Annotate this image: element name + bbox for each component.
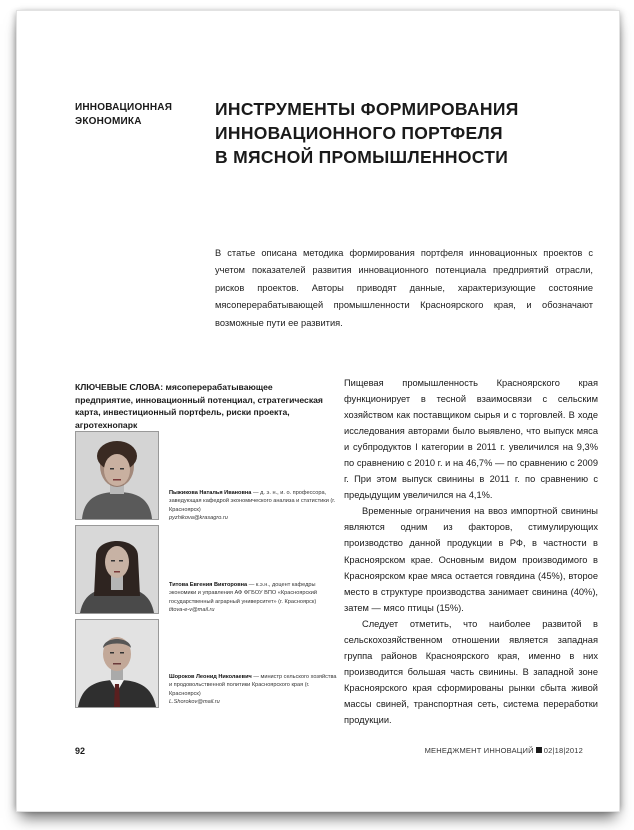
article-title	[215, 97, 595, 169]
article-body	[344, 375, 598, 728]
journal-name: МЕНЕДЖМЕНТ ИННОВАЦИЙ	[424, 746, 534, 755]
body-paragraph-3: Следует отметить, что наиболее развитой в сельскохозяйственном отношении является западная группа районов Красноярского края, именно в них производится большая часть свинины. В западной зоне Красноярского края сформированы рынки сбыта живой массы свиней, транспортная сеть, система переработки продукции.	[344, 618, 598, 725]
journal-issue: 02|18|2012	[543, 746, 583, 755]
keywords-label: КЛЮЧЕВЫЕ СЛОВА:	[75, 382, 164, 392]
abstract: В статье описана методика формирования портфеля инновационных проектов с учетом показателей развития инновационного потенциала предприятий отрасли, рисков проектов. Авторы приводят данные, характеризующие состояние мясоперерабатывающей промышленности Красноярского края, и обозначают возможные пути ее развития.	[215, 248, 593, 328]
square-separator-icon	[536, 747, 542, 753]
author-card-2	[75, 525, 341, 615]
author-photo-1	[75, 431, 159, 520]
author-description-2: — к.э.н., доцент кафедры экономики и управления АФ ФГБОУ ВПО «Красноярский государственный аграрный университет» (г. Красноярск)	[169, 582, 317, 605]
author-email-2: titova-e-v@mail.ru	[169, 607, 215, 614]
keywords-text: мясоперерабатывающее предприятие, инновационный потенциал, стратегическая карта, инвестиционный портфель, риски проекта, агротехнопарк	[75, 382, 323, 430]
keywords	[75, 381, 333, 431]
author-email-1: pyzhikova@krasagro.ru	[169, 515, 228, 522]
author-card-1	[75, 431, 341, 521]
author-description-3: — министр сельского хозяйства и продовольственной политики Красноярского края (г. Красноярск)	[169, 674, 337, 697]
journal-footer	[425, 746, 583, 755]
author-photo-2	[75, 525, 159, 614]
rubric-line-2: ЭКОНОМИКА	[75, 116, 142, 127]
author-info-1	[169, 489, 341, 523]
author-info-3	[169, 673, 341, 707]
author-name-1: Пыжикова Наталья Ивановна	[169, 490, 252, 496]
body-paragraph-2: Временные ограничения на ввоз импортной свинины являются одним из факторов, стимулирующих производство данной продукции в РФ, в частности в Красноярском крае. Основным видом производимого в Красноярском крае мяса остается говядина (45%), второе место в структуре производства занимает свинина (40%), затем — мясо птицы (15%).	[344, 506, 598, 613]
page-number: 92	[75, 746, 86, 756]
body-paragraph-1: Пищевая промышленность Красноярского края функционирует в тесной взаимосвязи с сельским хозяйством как поставщиком сырья и с торговлей. В ходе исследования авторами было выявлено, что выпуск мяса и субпродуктов I категории в 2011 г. увеличился на 9,3% по сравнению с 2010 г. и на 46,7% — по сравнению с 2009 г. При этом выпуск свинины в 2011 г. по сравнению с предыдущим увеличился на 4,1%.	[344, 378, 598, 501]
page-sheet	[16, 10, 620, 812]
title-line-3: В МЯСНОЙ ПРОМЫШЛЕННОСТИ	[215, 147, 509, 167]
author-card-3	[75, 619, 341, 709]
title-line-1: ИНСТРУМЕНТЫ ФОРМИРОВАНИЯ	[215, 99, 519, 119]
author-photo-3	[75, 619, 159, 708]
author-description-1: — д. э. н., и. о. профессора, заведующая кафедрой экономического анализа и статистики (г. Красноярск)	[169, 490, 336, 513]
author-name-2: Титова Евгения Викторовна	[169, 582, 248, 588]
author-email-3: L.Shorokov@mail.ru	[169, 699, 220, 706]
author-name-3: Шороков Леонид Николаевич	[169, 674, 252, 680]
section-rubric	[75, 101, 205, 129]
author-info-2	[169, 581, 341, 615]
rubric-line-1: ИННОВАЦИОННАЯ	[75, 102, 173, 113]
title-line-2: ИННОВАЦИОННОГО ПОРТФЕЛЯ	[215, 123, 503, 143]
